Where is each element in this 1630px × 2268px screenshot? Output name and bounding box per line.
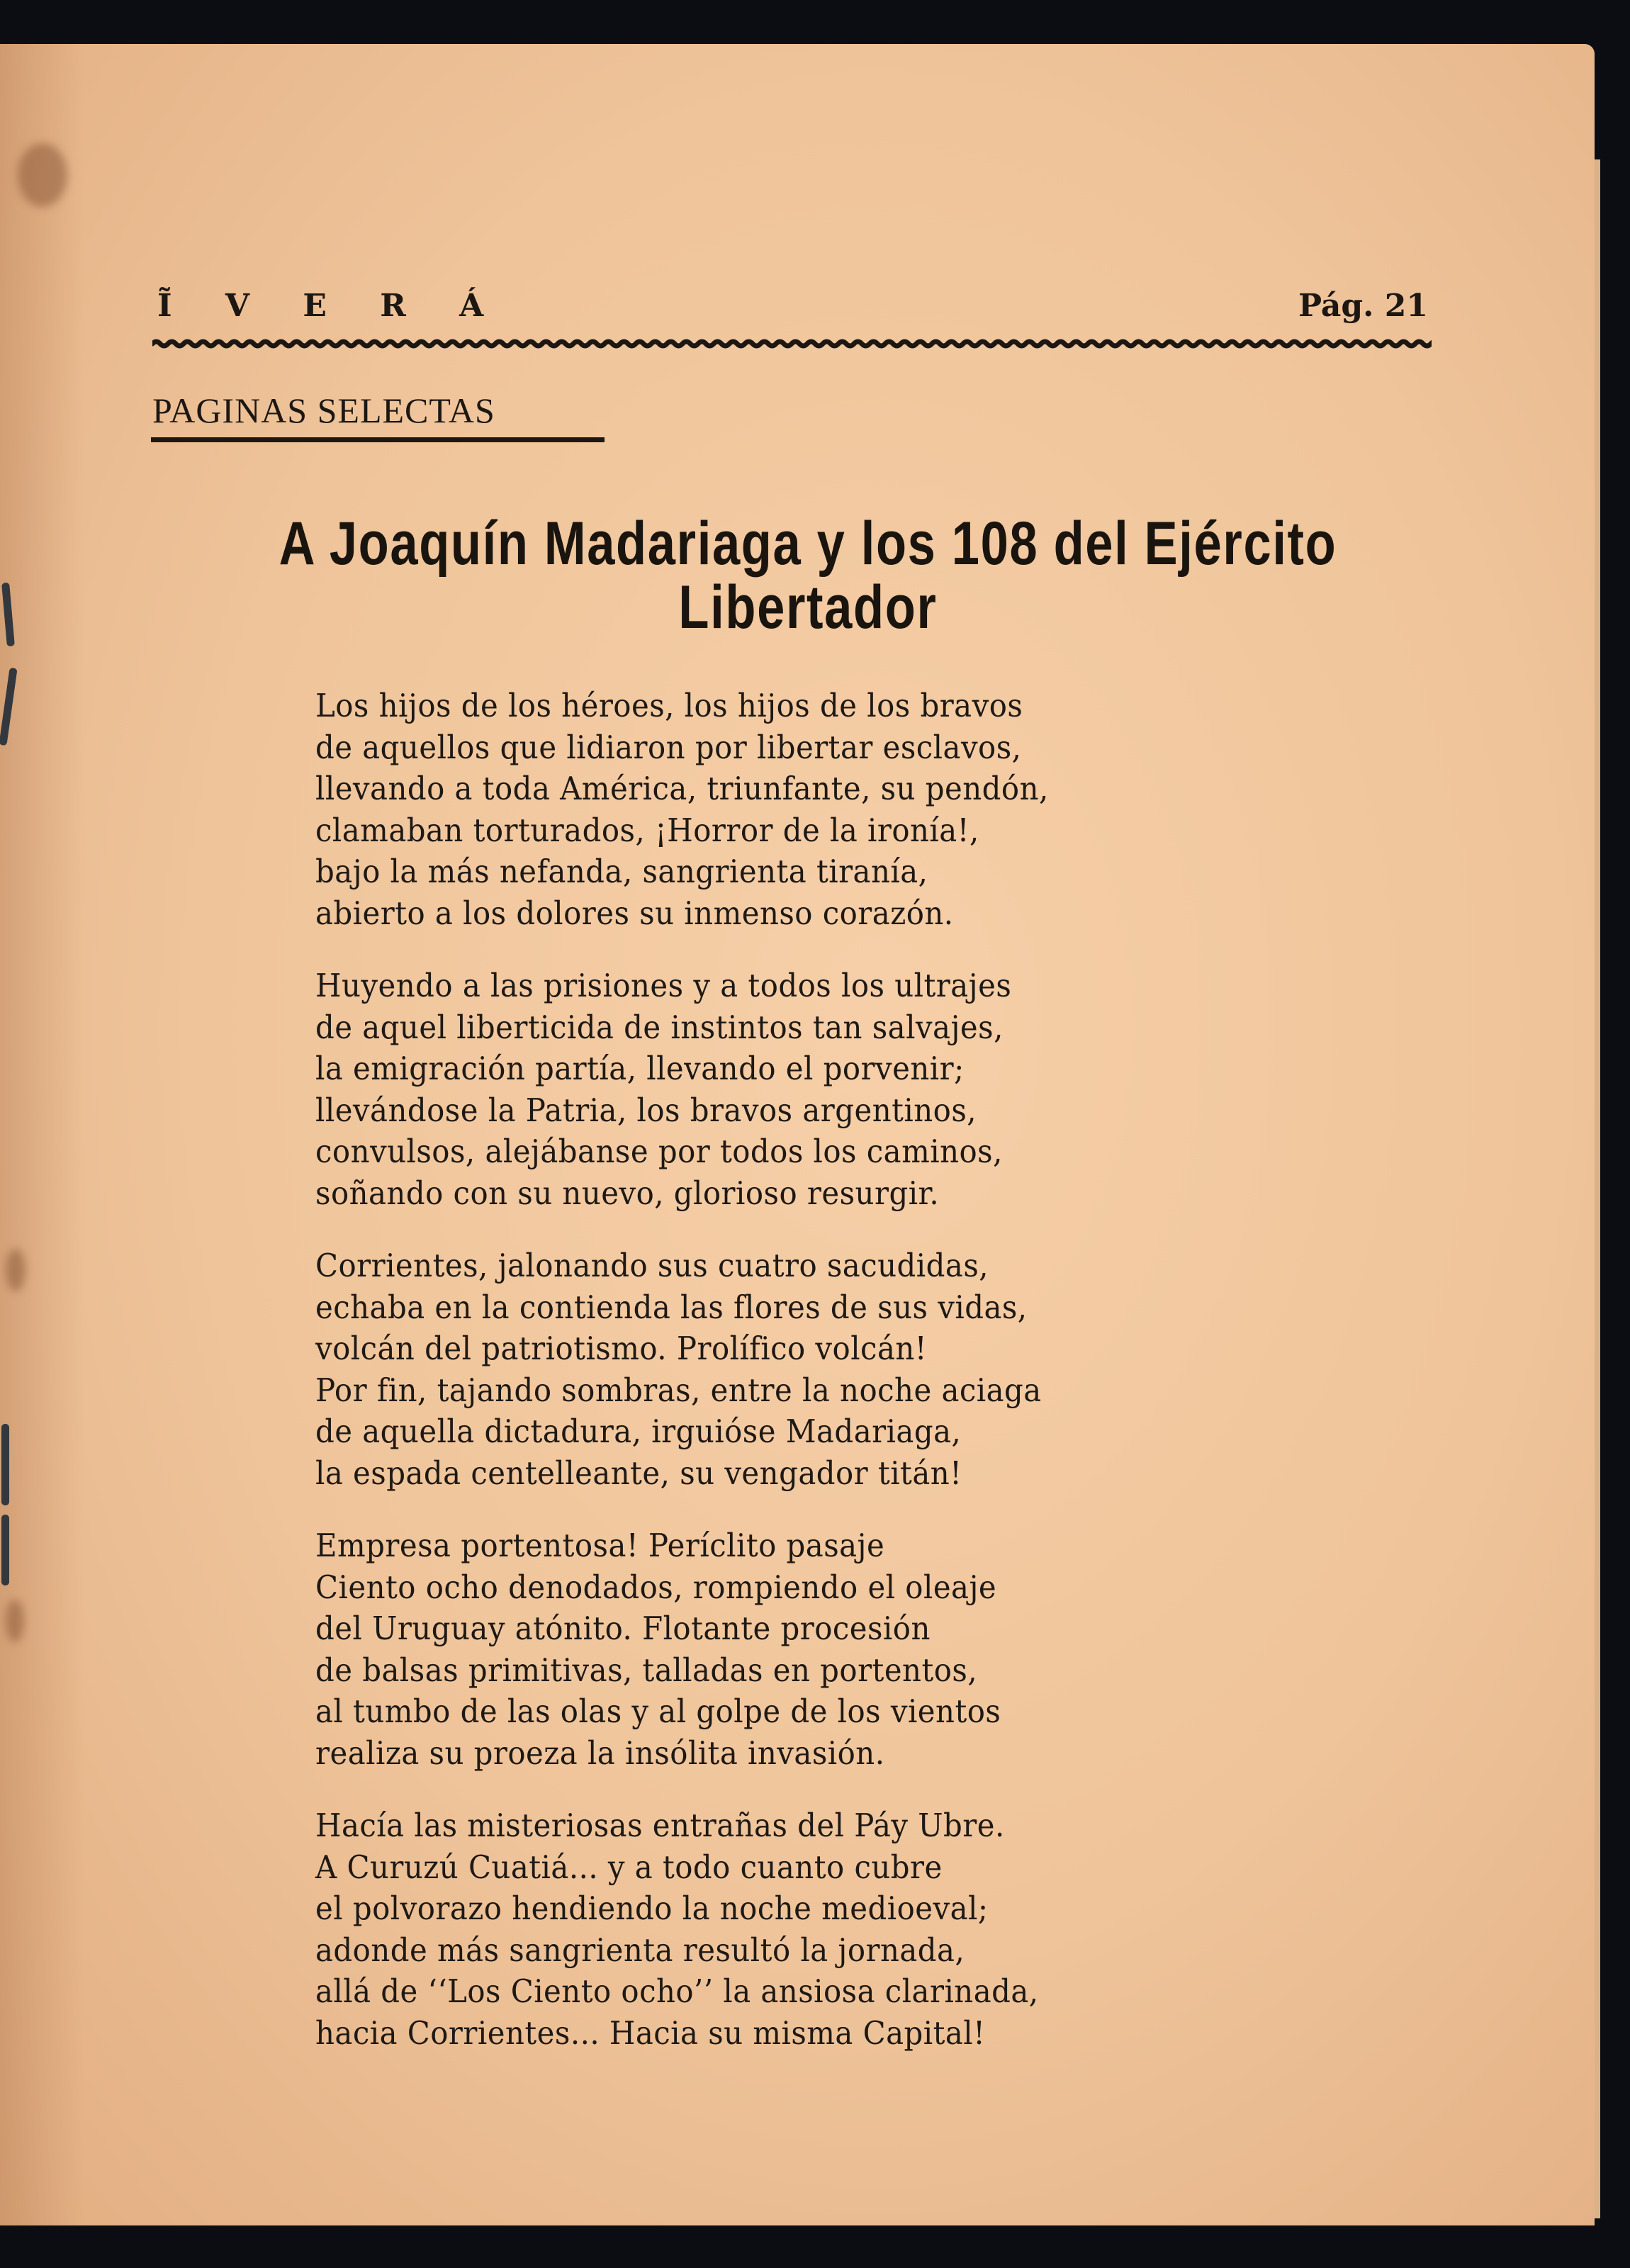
verse-line: bajo la más nefanda, sangrienta tiranía, bbox=[315, 853, 928, 890]
verse-line: Corrientes, jalonando sus cuatro sacudidas, bbox=[315, 1247, 989, 1284]
stanza bbox=[315, 1245, 1449, 1494]
binding-stitch bbox=[1, 1515, 9, 1585]
verse-line: echaba en la contienda las flores de sus vidas, bbox=[315, 1288, 1028, 1326]
verse-line: llevando a toda América, triunfante, su pendón, bbox=[315, 770, 1049, 807]
foxing-stain bbox=[18, 143, 67, 207]
binding-stitch bbox=[1, 1424, 9, 1505]
stanza bbox=[315, 1525, 1449, 1774]
verse-line: Por fin, tajando sombras, entre la noche aciaga bbox=[315, 1371, 1042, 1409]
binding-stitch bbox=[1, 583, 15, 647]
poem-title-line-1: A Joaquín Madariaga y los 108 del Ejército bbox=[279, 510, 1337, 578]
verse-line: de aquella dictadura, irguióse Madariaga, bbox=[315, 1413, 962, 1450]
stanza bbox=[315, 965, 1449, 1214]
binding-stitch bbox=[0, 668, 18, 746]
publication-name: Ĩ V E R Á bbox=[157, 288, 505, 324]
stanza bbox=[315, 685, 1449, 934]
verse-line: de balsas primitivas, talladas en portentos, bbox=[315, 1651, 978, 1689]
verse-line: Ciento ocho denodados, rompiendo el oleaje bbox=[315, 1568, 997, 1606]
verse-line: del Uruguay atónito. Flotante procesión bbox=[315, 1610, 931, 1647]
page-number: Pág. 21 bbox=[1298, 288, 1428, 324]
verse-line: adonde más sangrienta resultó la jornada, bbox=[315, 1931, 965, 1969]
verse-line: A Curuzú Cuatiá... y a todo cuanto cubre bbox=[315, 1848, 943, 1886]
underlying-page-edge bbox=[1595, 159, 1600, 2218]
verse-line: soñando con su nuevo, glorioso resurgir. bbox=[315, 1174, 940, 1212]
decorative-wavy-rule bbox=[152, 336, 1432, 352]
foxing-stain bbox=[6, 1600, 24, 1642]
verse-line: volcán del patriotismo. Prolífico volcán! bbox=[315, 1330, 928, 1367]
book-page bbox=[0, 44, 1595, 2225]
verse-line: Huyendo a las prisiones y a todos los ultrajes bbox=[315, 967, 1012, 1004]
verse-line: de aquellos que lidiaron por libertar esclavos, bbox=[315, 728, 1022, 766]
verse-line: allá de ‘‘Los Ciento ocho’’ la ansiosa clarinada, bbox=[315, 1972, 1039, 2010]
verse-line: Los hijos de los héroes, los hijos de los bravos bbox=[315, 687, 1023, 724]
section-heading: PAGINAS SELECTAS bbox=[152, 391, 495, 430]
verse-line: realiza su proeza la insólita invasión. bbox=[315, 1734, 885, 1772]
verse-line: el polvorazo hendiendo la noche medioeval; bbox=[315, 1890, 989, 1927]
stanza bbox=[315, 1805, 1449, 2054]
foxing-stain bbox=[6, 1249, 26, 1291]
verse-line: Empresa portentosa! Períclito pasaje bbox=[315, 1527, 885, 1564]
verse-line: la espada centelleante, su vengador titán! bbox=[315, 1454, 962, 1492]
poem-body bbox=[315, 685, 1449, 2085]
verse-line: la emigración partía, llevando el porvenir; bbox=[315, 1050, 965, 1087]
verse-line: al tumbo de las olas y al golpe de los vientos bbox=[315, 1692, 1001, 1730]
verse-line: de aquel liberticida de instintos tan salvajes, bbox=[315, 1008, 1004, 1046]
verse-line: clamaban torturados, ¡Horror de la ironía!, bbox=[315, 811, 979, 849]
verse-line: convulsos, alejábanse por todos los caminos, bbox=[315, 1133, 1003, 1170]
verse-line: abierto a los dolores su inmenso corazón. bbox=[315, 894, 954, 932]
poem-title-line-2: Libertador bbox=[678, 573, 938, 641]
section-underline bbox=[151, 437, 605, 442]
verse-line: llevándose la Patria, los bravos argentinos, bbox=[315, 1091, 977, 1129]
verse-line: Hacía las misteriosas entrañas del Páy Ubre. bbox=[315, 1807, 1005, 1844]
verse-line: hacia Corrientes... Hacia su misma Capital! bbox=[315, 2014, 986, 2052]
